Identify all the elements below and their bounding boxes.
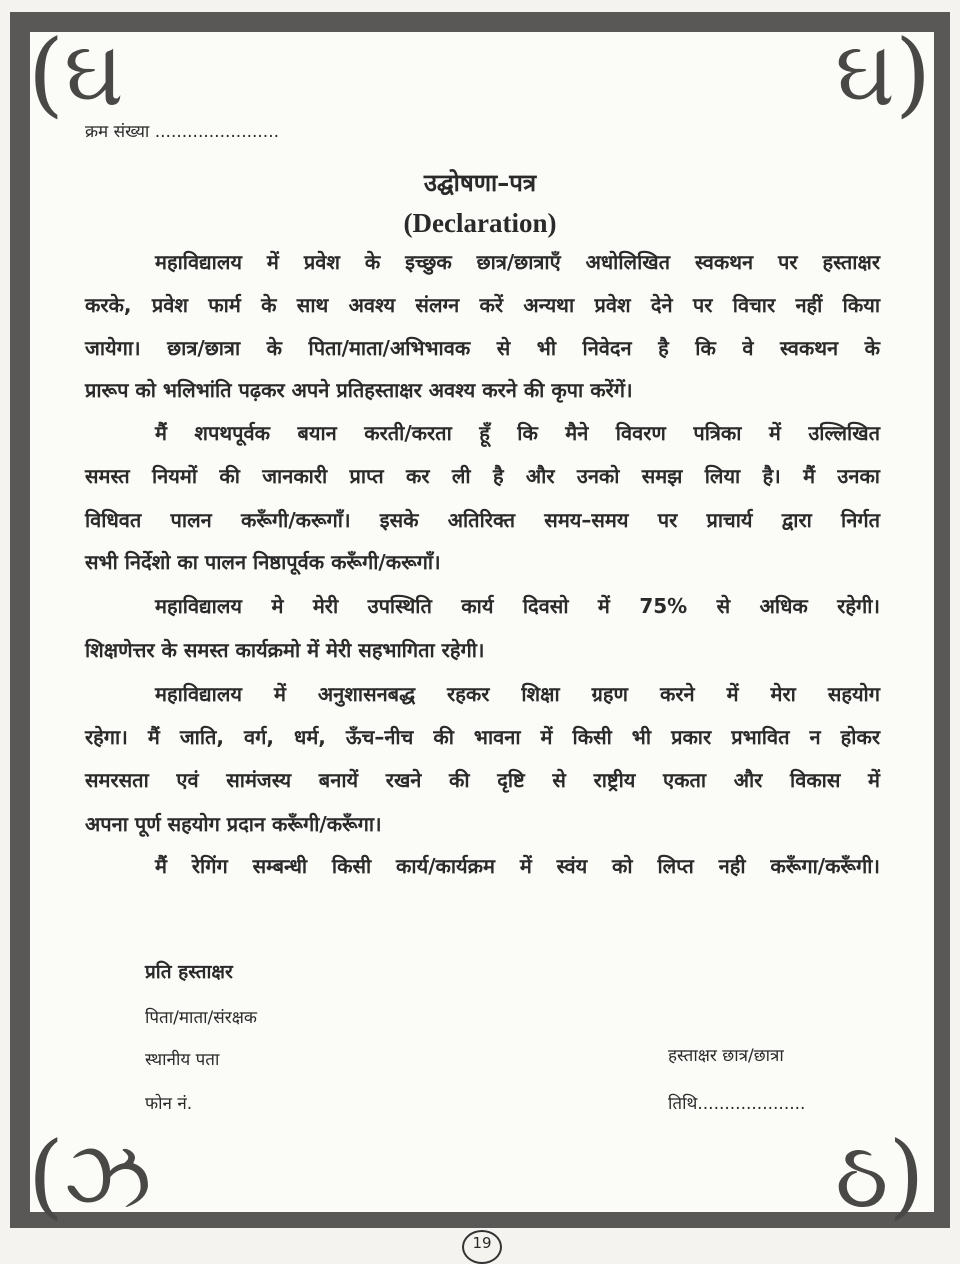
- date-label: तिथि....................: [668, 1094, 806, 1114]
- body-line: सभी निर्देशो का पालन निष्ठापूर्वक करूँगी/करूगाँ।: [85, 550, 441, 574]
- title-hindi: उद्घोषणा–पत्र: [423, 169, 537, 197]
- serial-label: क्रम संख्या: [85, 122, 150, 142]
- body-line: मैं रेगिंग सम्बन्धी किसी कार्य/कार्यक्रम में स्वंय को लिप्त नही करूँगा/करूँगी।: [155, 854, 880, 878]
- body-line: समस्त नियमों की जानकारी प्राप्त कर ली है और उनको समझ लिया है। मैं उनका: [85, 464, 880, 488]
- page-number: 19: [462, 1230, 502, 1264]
- body-line: शिक्षणेत्तर के समस्त कार्यक्रमो में मेरी सहभागिता रहेगी।: [85, 638, 485, 662]
- body-line: महाविद्यालय मे मेरी उपस्थिति कार्य दिवसो में 75% से अधिक रहेगी।: [155, 594, 880, 618]
- corner-ornament-top-left: (ઘ: [28, 20, 124, 127]
- serial-number: [85, 120, 279, 144]
- title-english: (Declaration): [403, 208, 557, 238]
- body-line: महाविद्यालय में प्रवेश के इच्छुक छात्र/छात्राएँ अधोलिखित स्वकथन पर हस्ताक्षर: [155, 250, 880, 274]
- body-line: जायेगा। छात्र/छात्रा के पिता/माता/अभिभावक से भी निवेदन है कि वे स्वकथन के: [85, 336, 880, 360]
- phone-label: फोन नं.: [145, 1094, 193, 1114]
- body-line: मैं शपथपूर्वक बयान करती/करता हूँ कि मैने विवरण पत्रिका में उल्लिखित: [155, 421, 880, 445]
- body-line: प्रारूप को भलिभांति पढ़कर अपने प्रतिहस्ताक्षर अवश्य करने की कृपा करेंगें।: [85, 378, 633, 402]
- student-signature-label: हस्ताक्षर छात्र/छात्रा: [668, 1046, 784, 1066]
- guardian-label: पिता/माता/संरक्षक: [145, 1008, 257, 1028]
- body-line: महाविद्यालय में अनुशासनबद्ध रहकर शिक्षा ग्रहण करने में मेरा सहयोग: [155, 682, 880, 706]
- body-line: करके, प्रवेश फार्म के साथ अवश्य संलग्न करें अन्यथा प्रवेश देने पर विचार नहीं किया: [85, 293, 880, 317]
- corner-ornament-bottom-right: ઠ): [835, 1122, 925, 1229]
- counter-signature-label: प्रति हस्ताक्षर: [145, 961, 233, 983]
- body-line: रहेगा। मैं जाति, वर्ग, धर्म, ऊँच–नीच की भावना में किसी भी प्रकार प्रभावित न होकर: [85, 725, 880, 749]
- serial-dots: .......................: [154, 122, 280, 142]
- body-line: विधिवत पालन करूँगी/करूगाँ। इसके अतिरिक्त समय–समय पर प्राचार्य द्वारा निर्गत: [85, 508, 880, 532]
- corner-ornament-bottom-left: (ઝ: [28, 1122, 152, 1229]
- address-label: स्थानीय पता: [145, 1050, 220, 1070]
- body-line: अपना पूर्ण सहयोग प्रदान करूँगी/करूँगा।: [85, 812, 382, 836]
- corner-ornament-top-right: ઘ): [835, 20, 931, 127]
- body-line: समरसता एवं सामंजस्य बनायें रखने की दृष्टि से राष्ट्रीय एकता और विकास में: [85, 768, 880, 792]
